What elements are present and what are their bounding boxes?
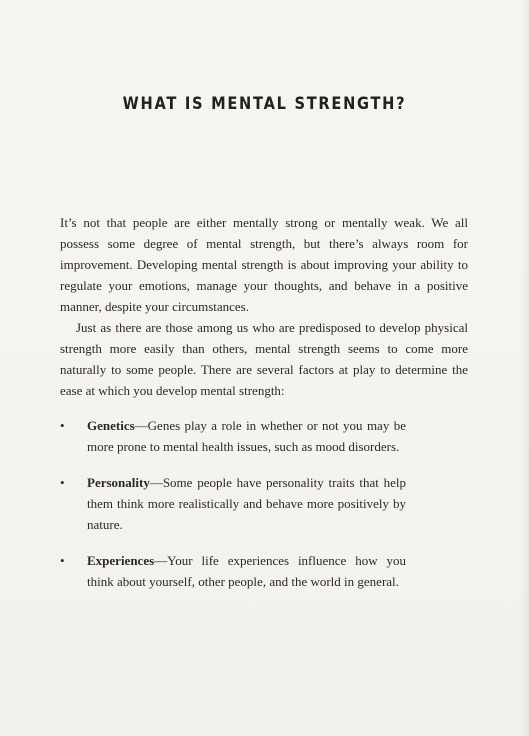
bullet-text-genetics: —Genes play a role in whether or not you may be more prone to mental health issues, such as mood disorders. xyxy=(87,418,406,454)
list-item-genetics xyxy=(60,415,468,457)
factors-list xyxy=(60,415,468,592)
bullet-marker: • xyxy=(60,553,65,568)
bullet-marker: • xyxy=(60,475,65,490)
page-edge-shadow xyxy=(521,0,529,736)
bullet-text-experiences: —Your life experiences influence how you think about yourself, other people, and the world in general. xyxy=(87,553,406,589)
bullet-term-personality: Personality xyxy=(87,475,150,490)
body-text xyxy=(60,212,468,607)
chapter-heading: WHAT IS MENTAL STRENGTH? xyxy=(122,94,407,114)
paragraph-1: It’s not that people are either mentally strong or mentally weak. We all possess some degree of mental strength, but there’s always room for improvement. Developing mental strength is about improving your ability to regulate your emotions, manage your thoughts, and behave in a positive manner, despite your circumstances. xyxy=(60,215,468,314)
bullet-text-personality: —Some people have personality traits that help them think more realistically and behave more positively by nature. xyxy=(87,475,406,532)
list-item-personality xyxy=(60,472,468,535)
list-item-experiences xyxy=(60,550,468,592)
bullet-marker: • xyxy=(60,418,65,433)
paragraph-2: Just as there are those among us who are predisposed to develop physical strength more easily than others, mental strength seems to come more naturally to some people. There are several factors at play to determine the ease at which you develop mental strength: xyxy=(60,320,468,398)
bullet-term-experiences: Experiences xyxy=(87,553,155,568)
bullet-term-genetics: Genetics xyxy=(87,418,135,433)
